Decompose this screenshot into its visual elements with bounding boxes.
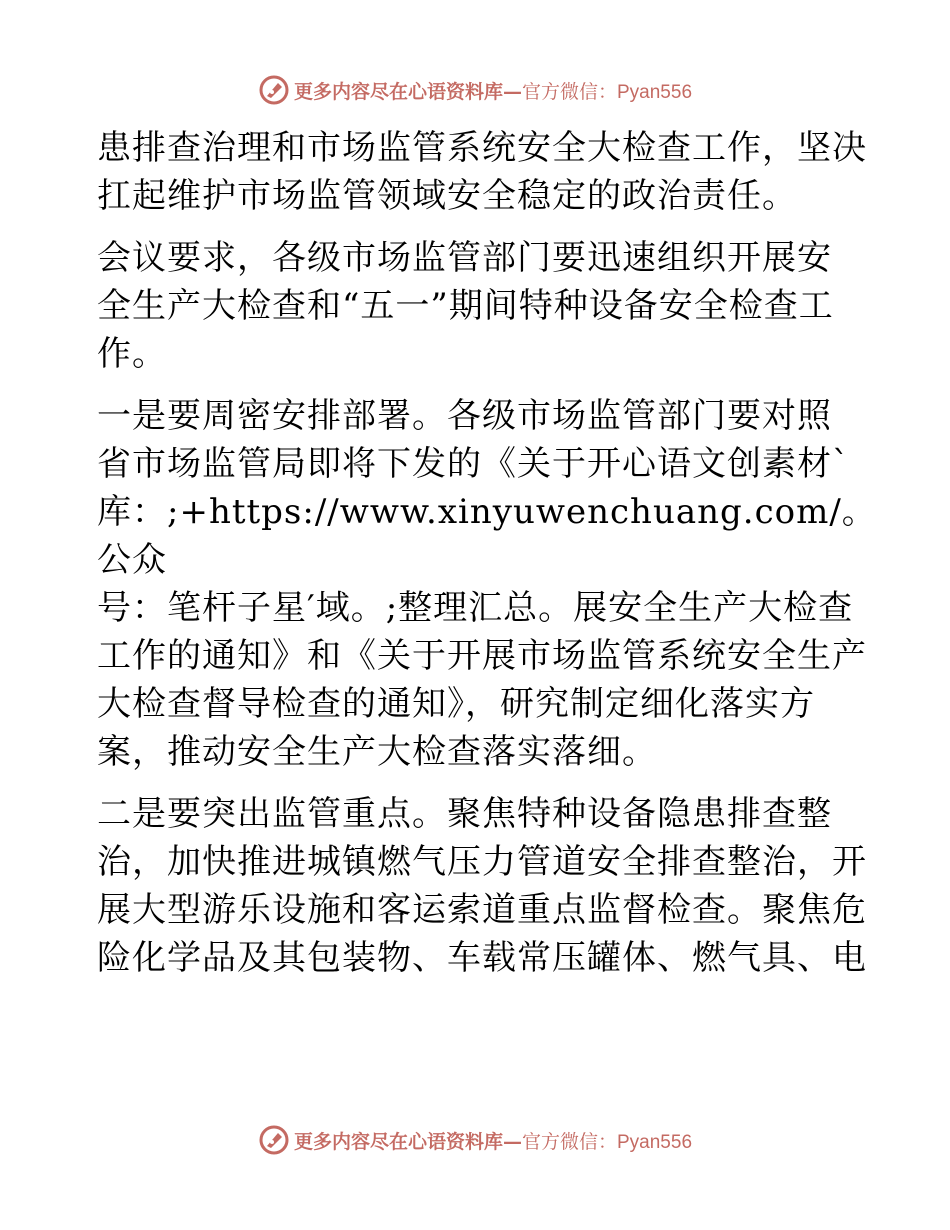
banner-wechat: 官方微信：Pyan556 [522,81,693,103]
paragraph: 患排查治理和市场监管系统安全大检查工作，坚决 扛起维护市场监管领域安全稳定的政治责任。 [97,128,867,216]
banner-text [294,77,692,104]
banner-text [294,1127,692,1154]
banner-main: 更多内容尽在心语资料库 [293,1130,503,1153]
banner-wechat: 官方微信：Pyan556 [522,1131,693,1153]
pen-nib-circle-icon [258,1124,290,1156]
paragraph: 一是要周密安排部署。各级市场监管部门要对照 省市场监管局即将下发的《关于开心语文创素材` 库：;+https://www.xinyuwenchuang.com/。公众 号：笔杆子星′域。;整理汇总。展安全生产大检查 工作的通知》和《关于开展市场监管系统安全生产 大检查督导检查的通知》，研究制定细化落实方 案，推动安全生产大检查落实落细。 [97,396,877,772]
document-body [97,124,877,996]
banner-dash: — [503,1130,522,1153]
paragraph: 二是要突出监管重点。聚焦特种设备隐患排查整 治，加快推进城镇燃气压力管道安全排查整治，开 展大型游乐设施和客运索道重点监督检查。聚焦危 险化学品及其包装物、车载常压罐体、燃气具、电 [97,794,867,978]
pen-nib-circle-icon [258,74,290,106]
banner-dash: — [503,80,522,103]
banner-main: 更多内容尽在心语资料库 [293,80,503,103]
header-banner [0,70,950,110]
paragraph: 会议要求，各级市场监管部门要迅速组织开展安 全生产大检查和“五一”期间特种设备安全检查工 作。 [97,238,834,374]
footer-banner [0,1120,950,1160]
